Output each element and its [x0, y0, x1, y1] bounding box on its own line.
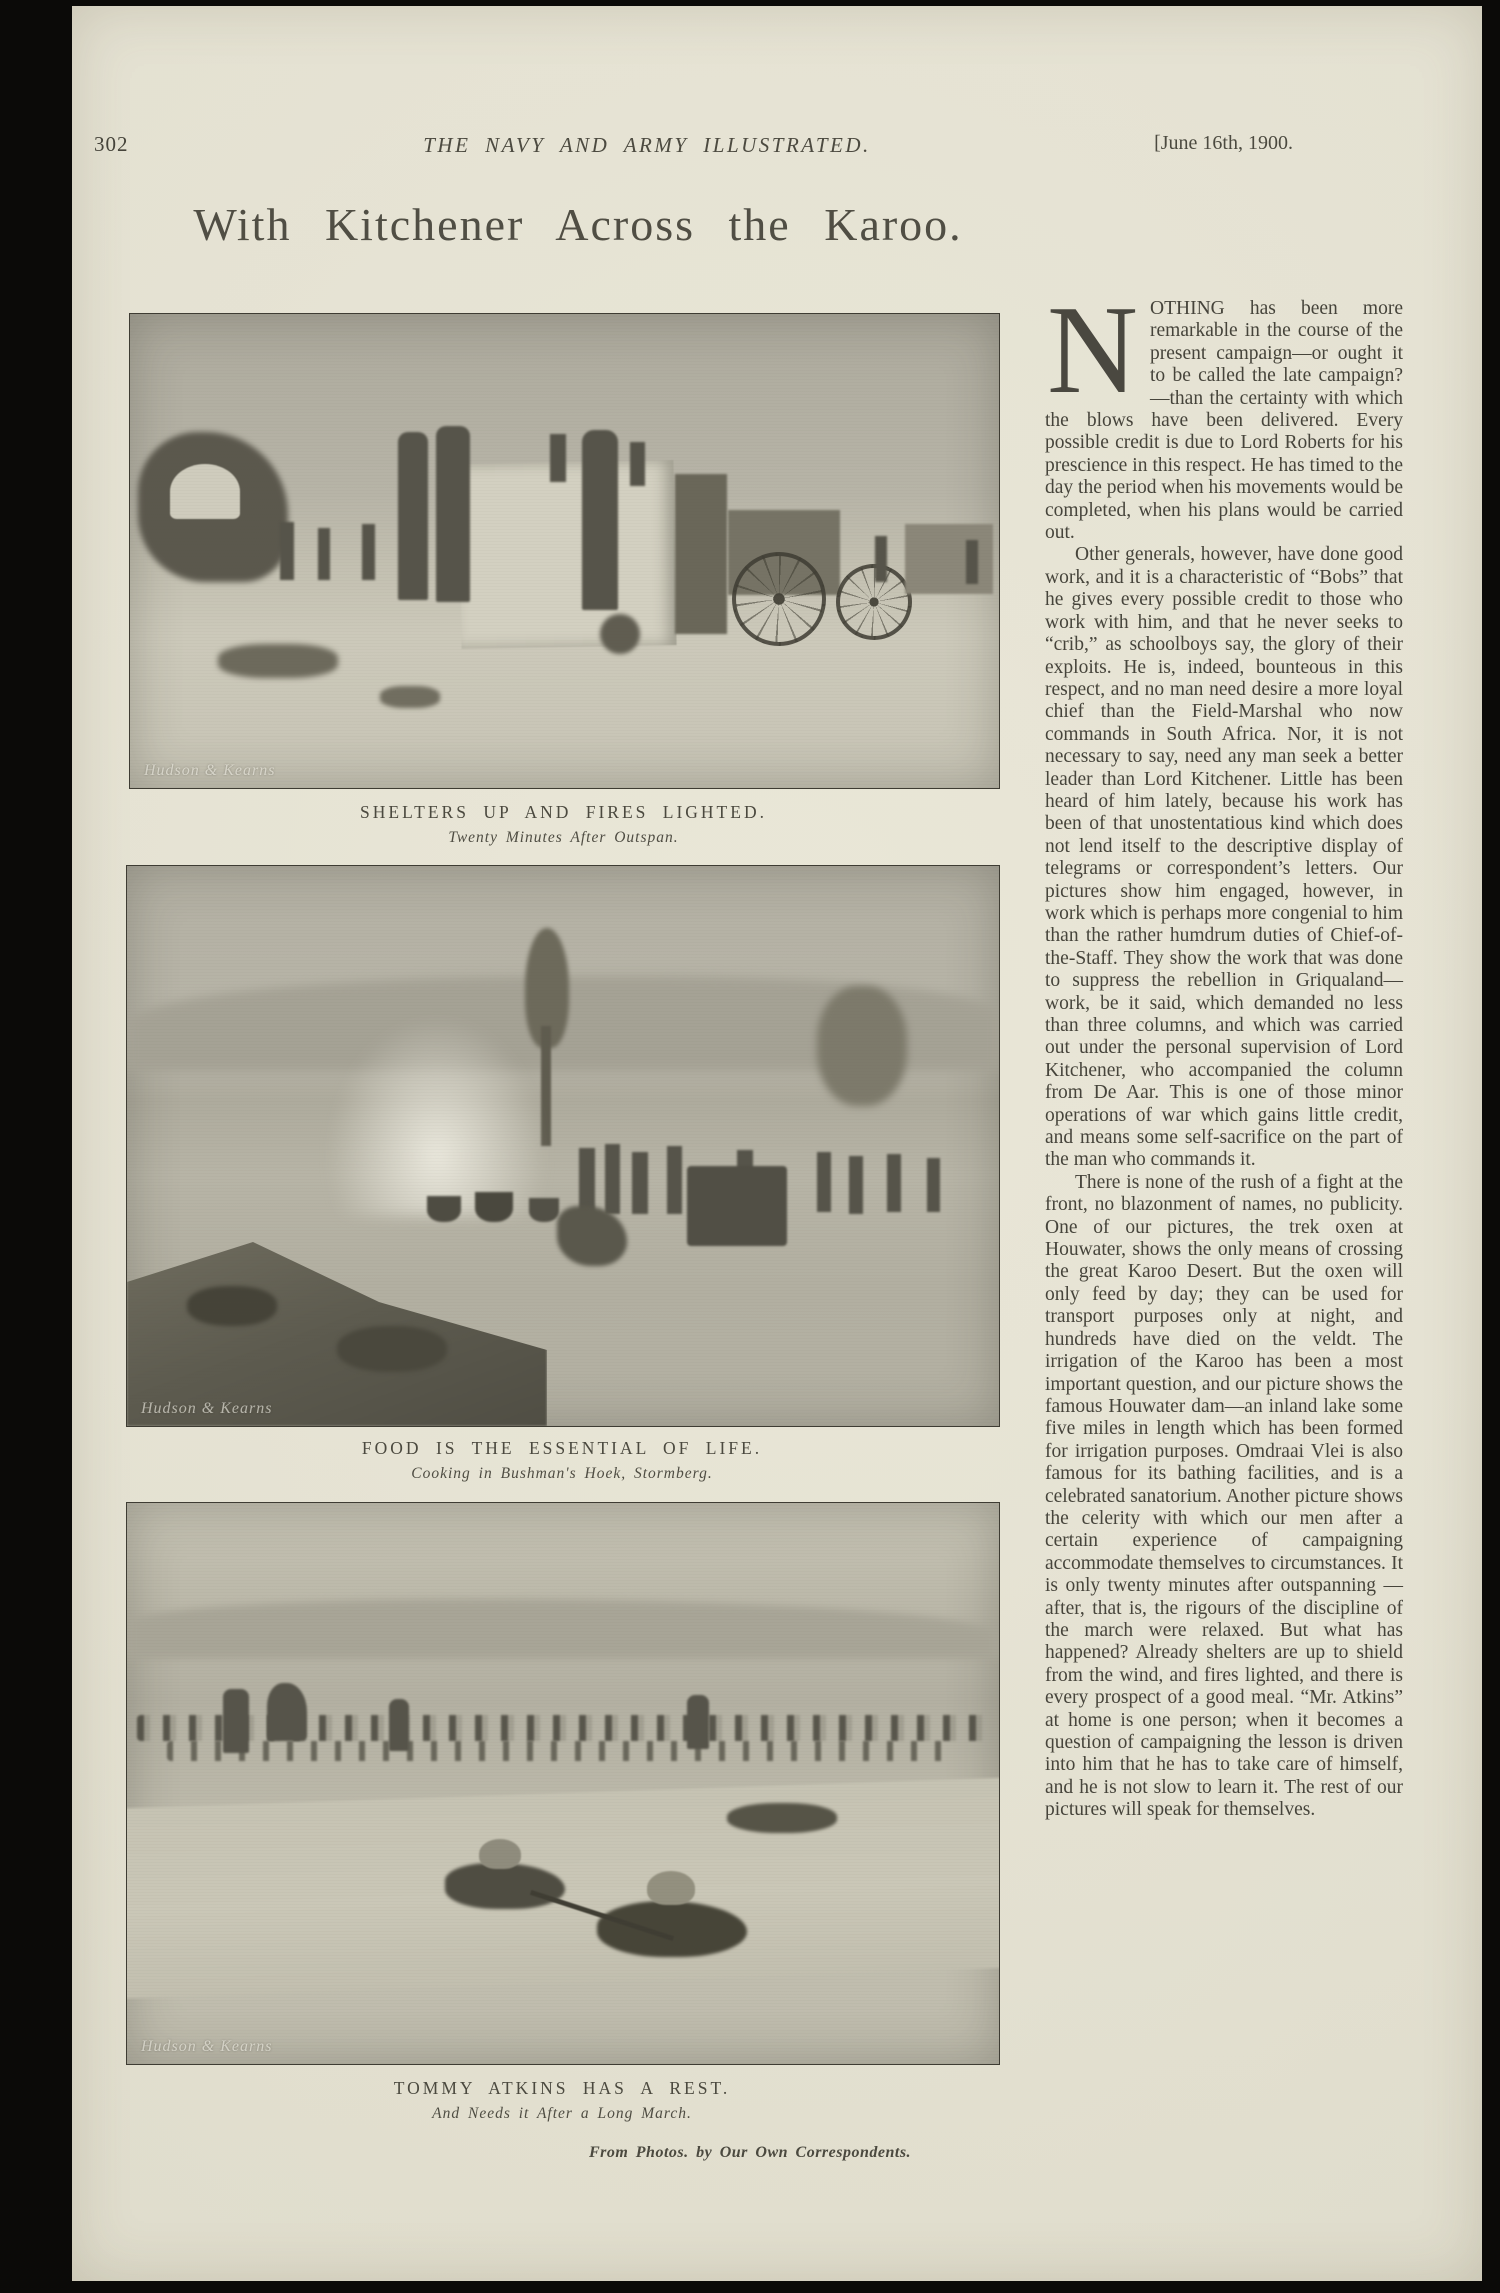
photo-subcaption: Cooking in Bushman's Hoek, Stormberg. — [411, 1465, 713, 1482]
photo-cooking-bushmans-hoek — [126, 865, 1000, 1427]
article-paragraph: There is none of the rush of a fight at the front, no blazonment of names, no publicity. One of our pictures, the trek oxen at Houwater, shows the only means of crossing the great Karoo Desert. But the oxen will only feed by day; they can be used for transport purposes only at night, and hundreds have died on the veldt. The irrigation of the Karoo has been a most important question, and our picture shows the famous Houwater dam—an inland lake some five miles in length which has been formed for irrigation purposes. Omdraai Vlei is also famous for its bathing facilities, and is a celebrated sanatorium. Another picture shows the celerity with which our men after a certain experience of campaigning accommodate themselves to circumstances. It is only twenty minutes after outspanning — after, that is, the rigours of the discipline of the march were relaxed. But what has happened? Already shelters are up to shield from the wind, and fires lighted, and there is every prospect of a good meal. “Mr. Atkins” at home is one person; when it becomes a question of campaigning the lesson is driven into him that he has to take care of himself, and he is not slow to learn it. The rest of our pictures will speak for themselves. — [1045, 1171, 1403, 1821]
photo-grain — [127, 866, 999, 1426]
photo-caption: FOOD IS THE ESSENTIAL OF LIFE. — [361, 1438, 763, 1458]
article-body-column — [1045, 281, 1403, 1822]
photos-credit-line: From Photos. by Our Own Correspondents. — [588, 2144, 912, 2161]
photo-shelters-and-fires — [129, 313, 1000, 789]
magazine-page — [72, 6, 1482, 2281]
photo-grain — [130, 314, 999, 788]
page-number: 302 — [94, 132, 129, 156]
photo-grain — [127, 1503, 999, 2064]
issue-date: [June 16th, 1900. — [1154, 132, 1293, 154]
article-paragraph: Other generals, however, have done good work, and it is a characteristic of “Bobs” that he gives every possible credit to those who work with him, and that he never seeks to “crib,” as schoolboys say, the glory of their exploits. He is, indeed, bounteous in this respect, and no man need desire a more loyal chief than the Field-Marshal who now commands in South Africa. Nor, it is not necessary to say, need any man seek a better leader than Lord Kitchener. Little has been heard of him lately, because his work has been of that unostentatious kind which does not lend itself to the descriptive display of telegrams or correspondent’s letters. Our pictures show him engaged, however, in work which is perhaps more congenial to him than the rather humdrum duties of Chief-of-the-Staff. They show the work that was done to suppress the rebellion in Griqualand—work, be it said, which demanded no less than three columns, and which was carried out under the personal supervision of Lord Kitchener, who accompanied the column from De Aar. This is one of those minor operations of war which gains little credit, and means some self-sacrifice on the part of the man who commands it. — [1045, 544, 1403, 1171]
publication-title: THE NAVY AND ARMY ILLUSTRATED. — [423, 133, 871, 157]
photo-subcaption: And Needs it After a Long March. — [432, 2105, 692, 2122]
caption-block — [126, 1438, 998, 1483]
caption-block — [126, 2078, 998, 2123]
paragraph-text: OTHING has been more remarkable in the course of the present campaign—or ought it to be called the late campaign?—than the certainty with which the blows have been delivered. Every possible credit is due to Lord Roberts for his prescience in this respect. He has timed to the day the period when his movements would be completed, when his plans would be carried out. — [1045, 298, 1403, 544]
photo-caption: TOMMY ATKINS HAS A REST. — [393, 2078, 731, 2098]
caption-block — [129, 802, 998, 847]
photo-subcaption: Twenty Minutes After Outspan. — [448, 829, 679, 846]
photographer-watermark: Hudson & Kearns — [141, 2038, 273, 2055]
photo-tommy-atkins-rest — [126, 1502, 1000, 2065]
photographer-watermark: Hudson & Kearns — [144, 762, 276, 779]
photo-caption: SHELTERS UP AND FIRES LIGHTED. — [360, 802, 767, 822]
article-title: With Kitchener Across the Karoo. — [193, 199, 963, 250]
photographer-watermark: Hudson & Kearns — [141, 1400, 273, 1417]
article-paragraph — [1045, 281, 1403, 544]
drop-cap: N — [1047, 281, 1138, 420]
